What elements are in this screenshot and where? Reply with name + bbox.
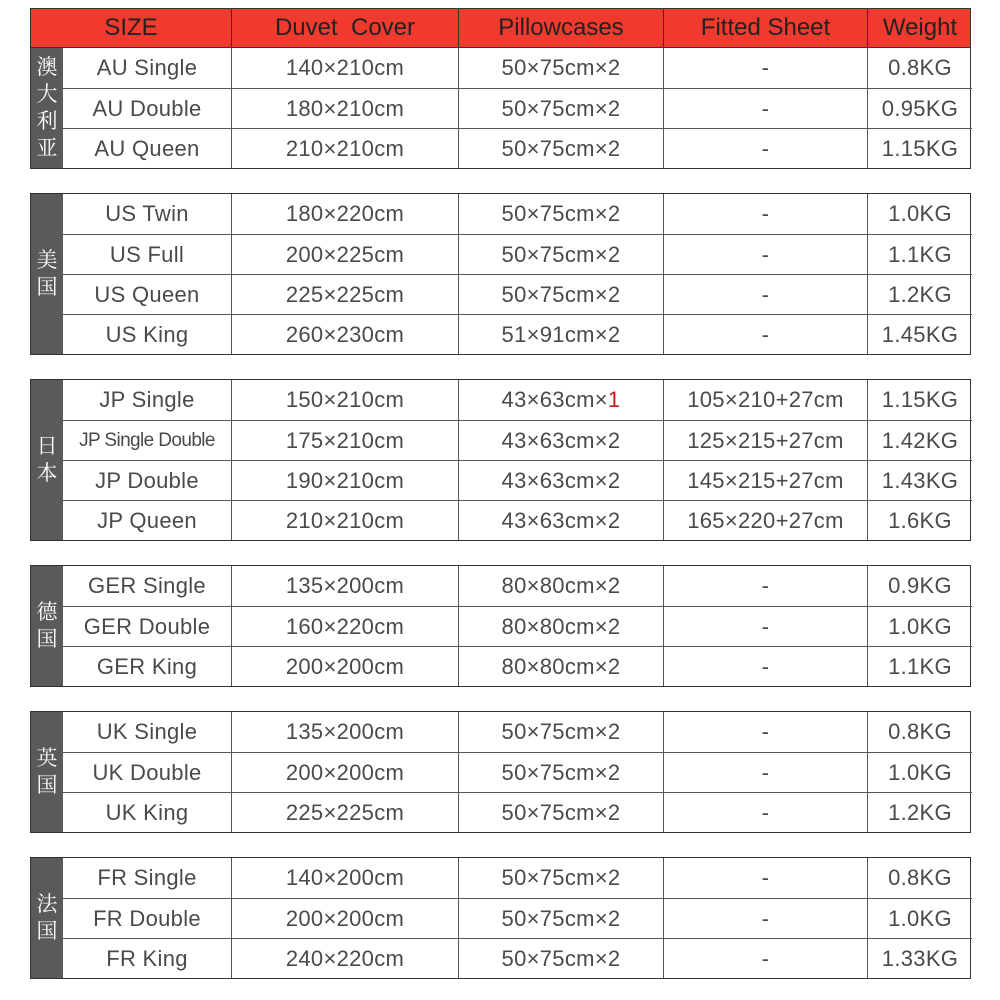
weight-cell: 0.95KG <box>867 89 972 128</box>
table-row <box>63 380 972 420</box>
pillowcases-cell: 80×80cm×2 <box>458 566 663 606</box>
duvet-cover-cell: 260×230cm <box>231 315 458 354</box>
size-cell: US King <box>105 321 189 347</box>
duvet-cover-cell: 160×220cm <box>231 607 458 646</box>
fitted-sheet-cell: - <box>663 48 867 88</box>
region-group <box>30 857 971 979</box>
size-cell: UK Double <box>92 759 202 785</box>
size-cell: US Queen <box>94 281 200 307</box>
duvet-cover-cell: 225×225cm <box>231 275 458 314</box>
region-rows <box>63 712 972 832</box>
duvet-cover-cell: 180×220cm <box>231 194 458 234</box>
fitted-sheet-cell: - <box>663 793 867 832</box>
pillowcases-cell <box>458 380 663 420</box>
region-rows <box>63 566 972 686</box>
weight-cell: 1.0KG <box>867 899 972 938</box>
duvet-cover-cell: 210×210cm <box>231 501 458 540</box>
pillowcases-cell: 50×75cm×2 <box>458 858 663 898</box>
weight-cell: 0.8KG <box>867 48 972 88</box>
pillowcases-cell: 80×80cm×2 <box>458 607 663 646</box>
weight-cell: 0.9KG <box>867 566 972 606</box>
duvet-cover-cell: 140×200cm <box>231 858 458 898</box>
table-row <box>63 314 972 354</box>
duvet-cover-cell: 190×210cm <box>231 461 458 500</box>
size-cell: US Twin <box>105 201 189 226</box>
pillowcases-cell: 80×80cm×2 <box>458 647 663 686</box>
table-row <box>63 712 972 752</box>
pillowcases-cell: 50×75cm×2 <box>458 89 663 128</box>
header-pillowcases: Pillowcases <box>458 9 663 47</box>
duvet-cover-cell: 200×225cm <box>231 235 458 274</box>
fitted-sheet-cell: 165×220+27cm <box>663 501 867 540</box>
table-row <box>63 606 972 646</box>
duvet-cover-cell: 225×225cm <box>231 793 458 832</box>
table-row <box>63 646 972 686</box>
fitted-sheet-cell: - <box>663 607 867 646</box>
size-cell: JP Double <box>95 467 199 493</box>
table-row <box>63 898 972 938</box>
region-label: 法 国 <box>31 858 63 978</box>
duvet-cover-cell: 135×200cm <box>231 566 458 606</box>
weight-cell: 0.8KG <box>867 712 972 752</box>
size-cell: AU Double <box>92 95 202 121</box>
weight-cell: 1.6KG <box>867 501 972 540</box>
fitted-sheet-cell: - <box>663 647 867 686</box>
pillowcases-cell: 50×75cm×2 <box>458 129 663 168</box>
weight-cell: 1.2KG <box>867 275 972 314</box>
fitted-sheet-cell: - <box>663 753 867 792</box>
pillowcases-cell: 50×75cm×2 <box>458 939 663 978</box>
region-rows <box>63 380 972 540</box>
header-fitted-sheet: Fitted Sheet <box>663 9 867 47</box>
duvet-cover-cell: 200×200cm <box>231 647 458 686</box>
size-cell: JP Single <box>99 387 195 412</box>
duvet-cover-cell: 210×210cm <box>231 129 458 168</box>
table-header <box>30 8 971 48</box>
pillowcases-cell: 50×75cm×2 <box>458 275 663 314</box>
weight-cell: 1.0KG <box>867 753 972 792</box>
duvet-cover-cell: 200×200cm <box>231 899 458 938</box>
region-group <box>30 193 971 355</box>
duvet-cover-cell: 150×210cm <box>231 380 458 420</box>
pillowcases-cell: 43×63cm×2 <box>458 461 663 500</box>
pillowcases-cell: 50×75cm×2 <box>458 235 663 274</box>
duvet-cover-cell: 175×210cm <box>231 421 458 460</box>
weight-cell: 1.33KG <box>867 939 972 978</box>
size-cell: US Full <box>109 241 185 267</box>
region-label: 德 国 <box>31 566 63 686</box>
duvet-cover-cell: 240×220cm <box>231 939 458 978</box>
region-label: 英 国 <box>31 712 63 832</box>
table-row <box>63 792 972 832</box>
fitted-sheet-cell: - <box>663 899 867 938</box>
duvet-cover-cell: 140×210cm <box>231 48 458 88</box>
pillowcases-cell: 51×91cm×2 <box>458 315 663 354</box>
duvet-cover-cell: 135×200cm <box>231 712 458 752</box>
region-rows <box>63 194 972 354</box>
pillowcases-cell: 50×75cm×2 <box>458 712 663 752</box>
table-row <box>63 194 972 234</box>
region-group <box>30 48 971 169</box>
table-row <box>63 274 972 314</box>
size-cell: FR Single <box>97 865 197 890</box>
size-cell: FR King <box>106 945 188 971</box>
weight-cell: 1.1KG <box>867 235 972 274</box>
weight-cell: 1.2KG <box>867 793 972 832</box>
size-groups <box>30 48 971 979</box>
pillowcases-cell: 50×75cm×2 <box>458 899 663 938</box>
weight-cell: 1.1KG <box>867 647 972 686</box>
size-cell: JP Queen <box>97 507 197 533</box>
fitted-sheet-cell: - <box>663 129 867 168</box>
weight-cell: 1.42KG <box>867 421 972 460</box>
duvet-cover-cell: 200×200cm <box>231 753 458 792</box>
header-weight: Weight <box>867 9 972 47</box>
weight-cell: 1.15KG <box>867 129 972 168</box>
table-row <box>63 48 972 88</box>
fitted-sheet-cell: - <box>663 194 867 234</box>
region-rows <box>63 48 972 168</box>
weight-cell: 0.8KG <box>867 858 972 898</box>
region-rows <box>63 858 972 978</box>
weight-cell: 1.15KG <box>867 380 972 420</box>
size-cell: AU Queen <box>94 135 200 161</box>
table-row <box>63 460 972 500</box>
region-group <box>30 711 971 833</box>
fitted-sheet-cell: - <box>663 566 867 606</box>
size-cell: AU Single <box>96 55 198 80</box>
size-cell: GER King <box>96 653 198 679</box>
table-row <box>63 938 972 978</box>
table-row <box>63 128 972 168</box>
size-cell: UK King <box>105 799 189 825</box>
fitted-sheet-cell: - <box>663 235 867 274</box>
size-cell: JP Single Double <box>79 429 215 451</box>
region-group <box>30 565 971 687</box>
weight-cell: 1.45KG <box>867 315 972 354</box>
table-row <box>63 752 972 792</box>
header-duvet-cover: Duvet Cover <box>231 9 458 47</box>
size-cell: FR Double <box>93 905 201 931</box>
fitted-sheet-cell: - <box>663 939 867 978</box>
fitted-sheet-cell: - <box>663 712 867 752</box>
size-cell: UK Single <box>96 719 198 744</box>
size-cell: GER Single <box>88 573 206 598</box>
fitted-sheet-cell: 105×210+27cm <box>663 380 867 420</box>
fitted-sheet-cell: - <box>663 315 867 354</box>
region-label: 澳 大 利 亚 <box>31 48 63 168</box>
table-row <box>63 420 972 460</box>
fitted-sheet-cell: 125×215+27cm <box>663 421 867 460</box>
pillowcases-cell: 50×75cm×2 <box>458 48 663 88</box>
pillowcases-count-highlight: 1 <box>607 387 621 412</box>
weight-cell: 1.0KG <box>867 607 972 646</box>
pillowcases-cell: 43×63cm×2 <box>458 421 663 460</box>
table-row <box>63 234 972 274</box>
pillowcases-cell: 50×75cm×2 <box>458 793 663 832</box>
pillowcases-cell: 43×63cm×2 <box>458 501 663 540</box>
region-group <box>30 379 971 541</box>
table-row <box>63 858 972 898</box>
table-row <box>63 566 972 606</box>
fitted-sheet-cell: - <box>663 89 867 128</box>
table-row <box>63 88 972 128</box>
table-row <box>63 500 972 540</box>
duvet-cover-cell: 180×210cm <box>231 89 458 128</box>
size-chart <box>30 8 971 979</box>
region-label: 日 本 <box>31 380 63 540</box>
weight-cell: 1.43KG <box>867 461 972 500</box>
fitted-sheet-cell: - <box>663 858 867 898</box>
header-size: SIZE <box>104 14 158 41</box>
pillowcases-cell: 50×75cm×2 <box>458 753 663 792</box>
fitted-sheet-cell: 145×215+27cm <box>663 461 867 500</box>
size-cell: GER Double <box>83 613 211 639</box>
pillowcases-text: 43×63cm× <box>501 387 608 412</box>
fitted-sheet-cell: - <box>663 275 867 314</box>
pillowcases-cell: 50×75cm×2 <box>458 194 663 234</box>
region-label: 美 国 <box>31 194 63 354</box>
weight-cell: 1.0KG <box>867 194 972 234</box>
